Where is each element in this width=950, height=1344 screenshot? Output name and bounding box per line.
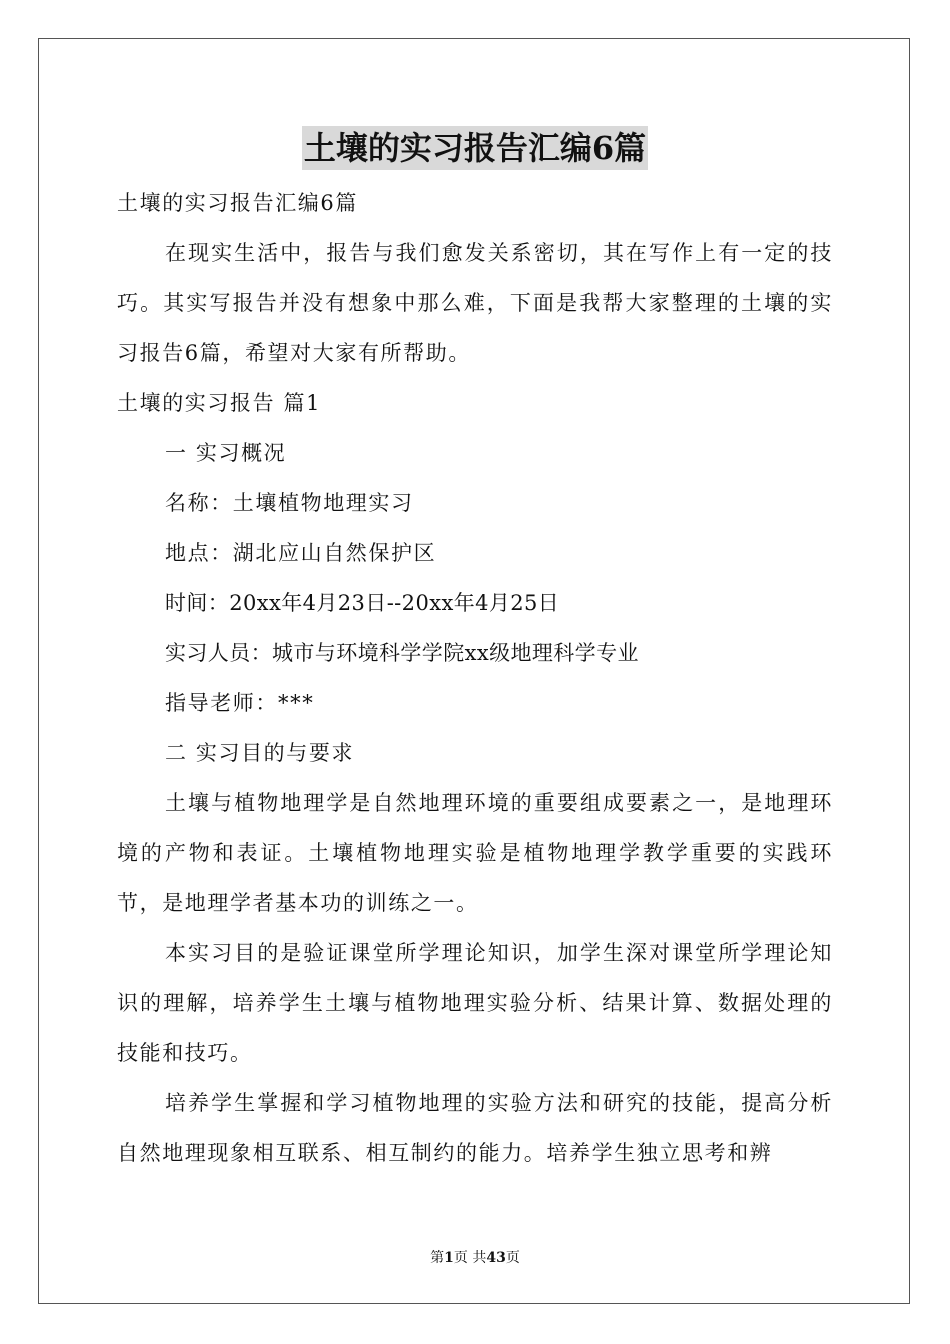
info-name: 名称：土壤植物地理实习 [165, 491, 414, 515]
footer-total-pages: 43 [486, 1250, 506, 1266]
document-title: 土壤的实习报告汇编6篇 [302, 126, 648, 170]
section-heading: 土壤的实习报告 篇1 [117, 391, 322, 415]
purpose-paragraph-1: 土壤与植物地理学是自然地理环境的重要组成要素之一，是地理环境的产物和表证。土壤植物地理实验是植物地理学教学重要的实践环节，是地理学者基本功的训练之一。 [117, 791, 833, 915]
title-container [0, 126, 950, 170]
footer-prefix: 第 [430, 1250, 445, 1266]
info-people: 实习人员：城市与环境科学学院xx级地理科学专业 [165, 641, 639, 665]
part2-heading: 二 实习目的与要求 [165, 741, 355, 765]
purpose-paragraph-2: 本实习目的是验证课堂所学理论知识，加学生深对课堂所学理论知识的理解，培养学生土壤与植物地理实验分析、结果计算、数据处理的技能和技巧。 [117, 941, 833, 1065]
intro-paragraph: 在现实生活中，报告与我们愈发关系密切，其在写作上有一定的技巧。其实写报告并没有想象中那么难，下面是我帮大家整理的土壤的实习报告6篇，希望对大家有所帮助。 [117, 241, 833, 365]
info-teacher: 指导老师：*** [165, 691, 315, 715]
purpose-paragraph-3: 培养学生掌握和学习植物地理的实验方法和研究的技能，提高分析自然地理现象相互联系、相互制约的能力。培养学生独立思考和辨 [117, 1091, 833, 1165]
footer-mid: 页 共 [453, 1250, 487, 1266]
document-body [117, 178, 833, 1178]
info-time: 时间：20xx年4月23日--20xx年4月25日 [165, 591, 560, 615]
part1-heading: 一 实习概况 [165, 441, 287, 465]
footer-suffix: 页 [505, 1250, 520, 1266]
info-place: 地点：湖北应山自然保护区 [165, 541, 437, 565]
footer-page-number: 1 [444, 1250, 454, 1266]
document-subtitle: 土壤的实习报告汇编6篇 [117, 191, 358, 215]
page-footer [0, 1249, 950, 1267]
